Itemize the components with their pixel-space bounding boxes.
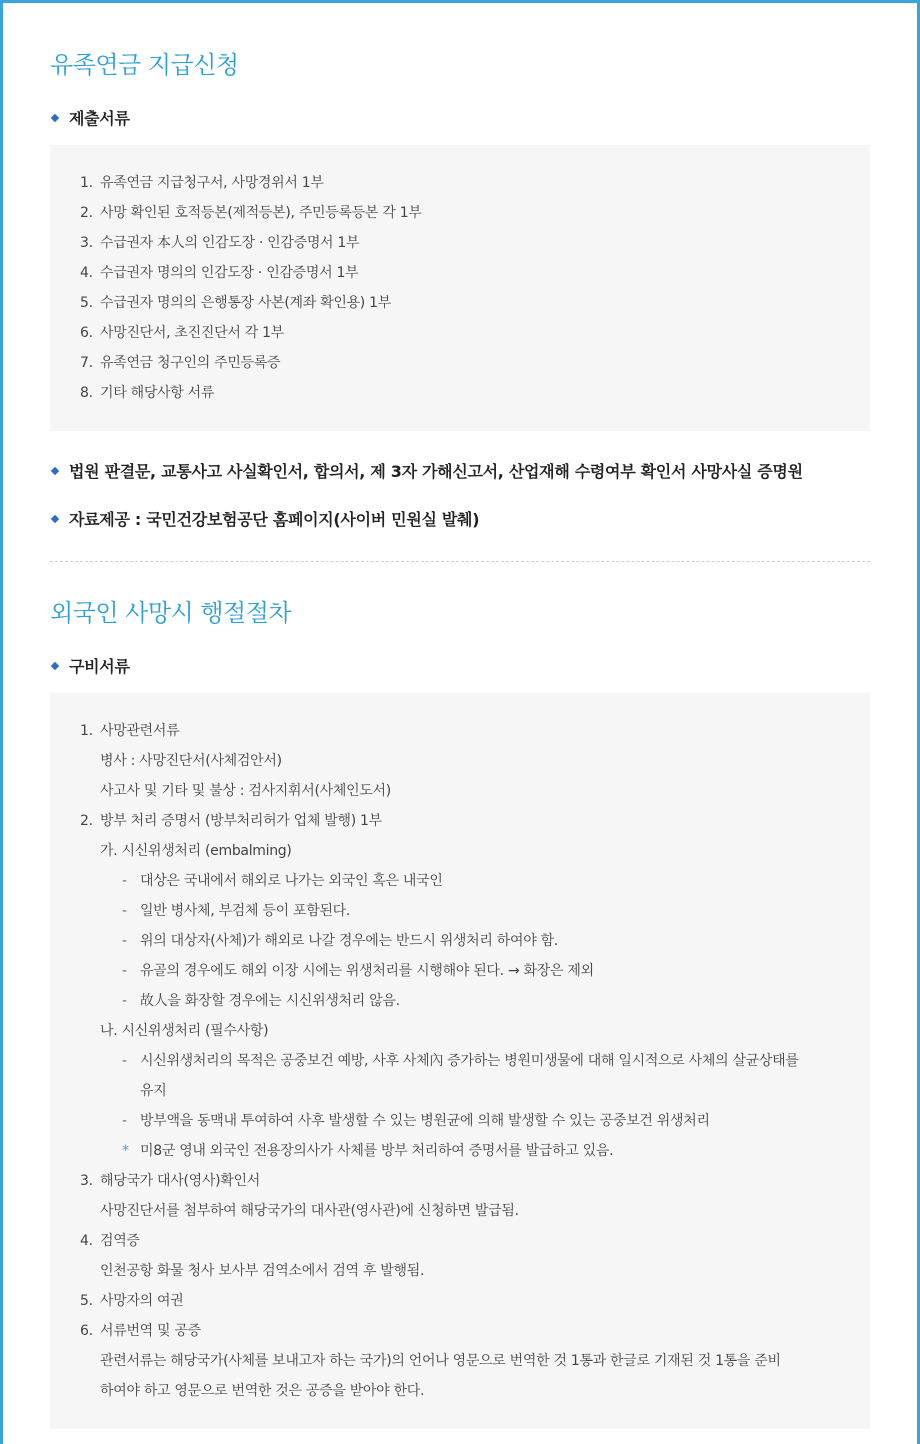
list-item-detail: 인천공항 화물 청사 보사부 검역소에서 검역 후 발행됨. [100,1263,425,1279]
bullet-extra-docs [52,459,803,482]
diamond-bullet-icon [51,113,59,121]
dash-item-continued: 유지 [140,1083,167,1099]
bullet-label: 제출서류 [69,109,130,128]
bullet-label: 자료제공 : 국민건강보험공단 홈페이지(사이버 민원실 발췌) [69,510,480,529]
section2-title: 외국인 사망시 행절절차 [50,599,292,627]
list-item-detail: 사망진단서를 첨부하여 해당국가의 대사관(영사관)에 신청하면 발급됨. [100,1203,519,1219]
list-subheading: 나. 시신위생처리 (필수사항) [100,1023,269,1039]
list-item-detail: 관련서류는 해당국가(사체를 보내고자 하는 국가)의 언어나 영문으로 번역한 것 1통과 한글로 기재된 것 1통을 준비 [100,1353,781,1369]
bullet-label: 법원 판결문, 교통사고 사실확인서, 합의서, 제 3자 가해신고서, 산업재해 수령여부 확인서 사망사실 증명원 [69,462,803,481]
bullet-label: 구비서류 [69,657,130,676]
bullet-source [52,507,479,530]
bullet-required-docs [52,654,130,677]
list-item-detail: 하여야 하고 영문으로 번역한 것은 공증을 받아야 한다. [100,1383,425,1399]
diamond-bullet-icon [51,466,59,474]
list-item-detail: 병사 : 사망진단서(사체검안서) [100,753,282,769]
list-item-detail: 사고사 및 기타 및 불상 : 검사지휘서(사체인도서) [100,783,391,799]
diamond-bullet-icon [51,514,59,522]
diamond-bullet-icon [51,661,59,669]
section-divider [50,561,870,562]
list-subheading: 가. 시신위생처리 (embalming) [100,843,292,859]
submit-docs-box: 1. 유족연금 지급청구서, 사망경위서 1부 2. 사망 확인된 호적등본(제적등본), 주민등록등본 각 1부 3. 수급권자 本人의 인감도장 · 인감증명서 1부 4. 수급권자 명의의 인감도장 · 인감증명서 1부 5. 수급권자 명의의 은행통장 사본(계좌 확인용) 1부 6. 사망진단서, 초진진단서 각 1부 7. 유족연금 청구인의 주민등록증 8. 기타 해당사항 서류 [50,145,870,431]
required-docs-box: 1. 사망관련서류 병사 : 사망진단서(사체검안서) 사고사 및 기타 및 불상 : 검사지휘서(사체인도서) 2. 방부 처리 증명서 (방부처리허가 업체 발행) 1부 가. 시신위생처리 (embalming) - 대상은 국내에서 해외로 나가는 외국인 혹은 내국인 - 일반 병사체, 부검체 등이 포함된다. - 위의 대상자(사체)가 해외로 나갈 경우에는 반드시 위생처리 하여야 함. - 유골의 경우에도 해외 이장 시에는 위생처리를 시행해야 된다. → 화장은 제외 - 故人을 화장할 경우에는 시신위생처리 않음. 나. 시신위생처리 (필수사항) - 시신위생처리의 목적은 공중보건 예방, 사후 사체內 증가하는 병원미생물에 대해 일시적으로 사체의 살균상태를 유지 - 방부액을 동맥내 투여하여 사후 발생할 수 있는 병원균에 의해 발생할 수 있는 공중보건 위생처리 * 미8군 영내 외국인 전용장의사가 사체를 방부 처리하여 증명서를 발급하고 있음. 3. 해당국가 대사(영사)확인서 사망진단서를 첨부하여 해당국가의 대사관(영사관)에 신청하면 발급됨. 4. 검역증 인천공항 화물 청사 보사부 검역소에서 검역 후 발행됨. 5. 사망자의 여권 6. 서류번역 및 공증 관련서류는 해당국가(사체를 보내고자 하는 국가)의 언어나 영문으로 번역한 것 1통과 한글로 기재된 것 1통을 준비 하여야 하고 영문으로 번역한 것은 공증을 받아야 한다. [50,693,870,1429]
bullet-submit-docs [52,106,130,129]
section1-title: 유족연금 지급신청 [50,51,239,79]
